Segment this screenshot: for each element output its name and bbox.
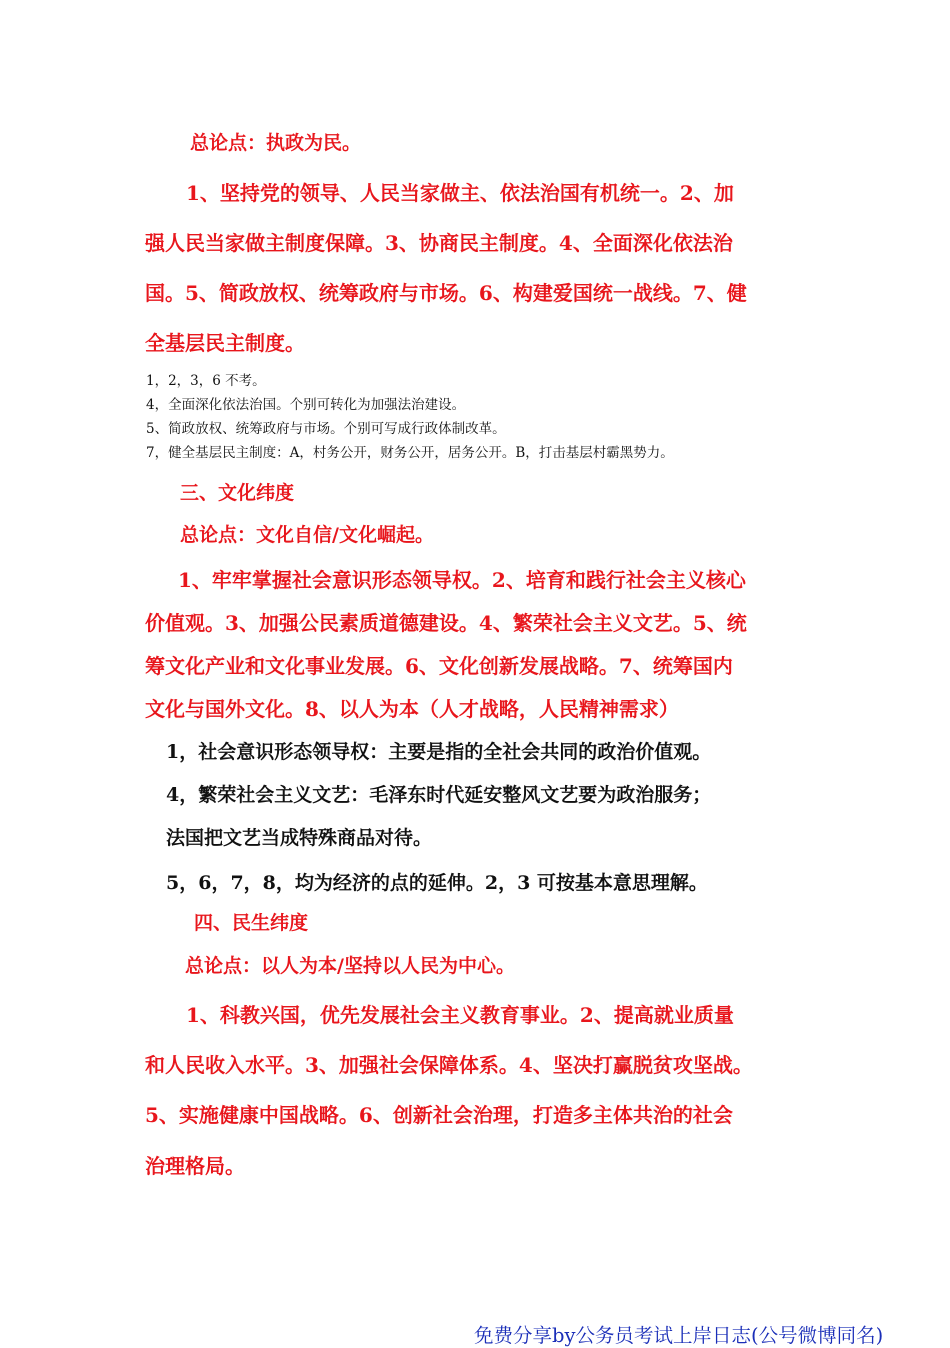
culture-heading: 三、文化纬度 (180, 482, 295, 504)
livelihood-point-line-3: 5、实施健康中国战略。6、创新社会治理，打造多主体共治的社会 (145, 1103, 733, 1127)
culture-point-line-4: 文化与国外文化。8、以人为本（人才战略，人民精神需求） (145, 697, 679, 721)
culture-note-1: 1，社会意识形态领导权：主要是指的全社会共同的政治价值观。 (166, 741, 712, 763)
culture-note-4: 5，6，7，8，均为经济的点的延伸。2，3 可按基本意思理解。 (166, 872, 708, 894)
share-footer-text: 免费分享by公务员考试上岸日志(公号微博同名) (474, 1324, 884, 1347)
politics-point-line-1: 1、坚持党的领导、人民当家做主、依法治国有机统一。2、加 (186, 181, 734, 205)
politics-point-line-3: 国。5、简政放权、统筹政府与市场。6、构建爱国统一战线。7、健 (145, 281, 747, 305)
politics-note-2: 4，全面深化依法治国。个别可转化为加强法治建设。 (146, 397, 466, 413)
culture-thesis: 总论点：文化自信/文化崛起。 (180, 524, 434, 546)
politics-thesis: 总论点：执政为民。 (190, 132, 362, 154)
culture-note-3: 法国把文艺当成特殊商品对待。 (166, 827, 433, 849)
livelihood-point-line-2: 和人民收入水平。3、加强社会保障体系。4、坚决打赢脱贫攻坚战。 (145, 1053, 753, 1077)
livelihood-heading: 四、民生纬度 (194, 912, 309, 934)
livelihood-point-line-1: 1、科教兴国，优先发展社会主义教育事业。2、提高就业质量 (186, 1003, 734, 1027)
culture-point-line-1: 1、牢牢掌握社会意识形态领导权。2、培育和践行社会主义核心 (178, 568, 746, 592)
politics-point-line-2: 强人民当家做主制度保障。3、协商民主制度。4、全面深化依法治 (145, 231, 733, 255)
politics-note-4: 7，健全基层民主制度：A，村务公开，财务公开，居务公开。B，打击基层村霸黑势力。 (146, 445, 674, 461)
politics-note-1: 1，2，3，6 不考。 (146, 373, 266, 389)
culture-point-line-3: 筹文化产业和文化事业发展。6、文化创新发展战略。7、统筹国内 (145, 654, 733, 678)
culture-point-line-2: 价值观。3、加强公民素质道德建设。4、繁荣社会主义文艺。5、统 (145, 611, 747, 635)
livelihood-point-line-4: 治理格局。 (145, 1154, 245, 1178)
politics-point-line-4: 全基层民主制度。 (145, 331, 305, 355)
politics-note-3: 5、简政放权、统筹政府与市场。个别可写成行政体制改革。 (146, 421, 506, 437)
livelihood-thesis: 总论点：以人为本/坚持以人民为中心。 (185, 955, 515, 977)
culture-note-2: 4，繁荣社会主义文艺：毛泽东时代延安整风文艺要为政治服务； (166, 784, 712, 806)
